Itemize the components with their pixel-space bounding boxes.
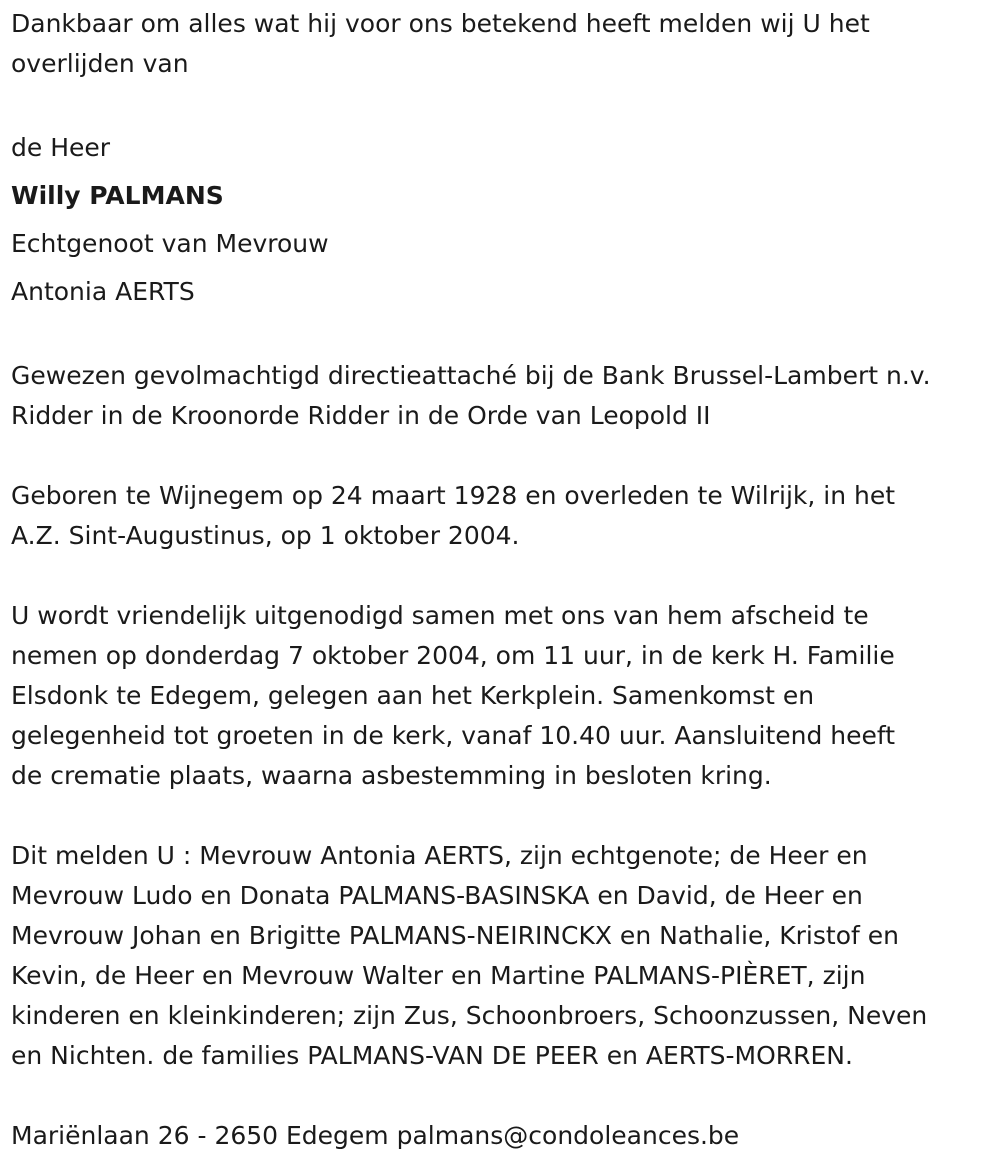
deceased-name: Willy PALMANS [11,181,224,210]
career-paragraph: Gewezen gevolmachtigd directieattaché bij de Bank Brussel-Lambert n.v. Ridder in de Kroonorde Ridder in de Orde van Leopold II [11,361,931,430]
intro-paragraph: Dankbaar om alles wat hij voor ons betekend heeft melden wij U het overlijden van [11,9,870,78]
spacer [11,84,991,124]
obituary-notice [11,4,991,1156]
spouse-name: Antonia AERTS [11,277,195,306]
honorific: de Heer [11,133,111,162]
spacer [11,556,991,596]
birth-death-paragraph: Geboren te Wijnegem op 24 maart 1928 en overleden te Wilrijk, in het A.Z. Sint-Augustinus, op 1 oktober 2004. [11,481,896,550]
address-line: Mariënlaan 26 - 2650 Edegem palmans@condoleances.be [11,1121,740,1150]
ceremony-paragraph: U wordt vriendelijk uitgenodigd samen met ons van hem afscheid te nemen op donderdag 7 oktober 2004, om 11 uur, in de kerk H. Familie Elsdonk te Edegem, gelegen aan het Kerkplein. Samenkomst en gelegenheid tot groeten in de kerk, vanaf 10.40 uur. Aansluitend heeft de crematie plaats, waarna asbestemming in besloten kring. [11,601,896,790]
spacer [11,316,991,356]
spacer [11,1076,991,1116]
spouse-line: Echtgenoot van Mevrouw [11,229,329,258]
family-paragraph: Dit melden U : Mevrouw Antonia AERTS, zijn echtgenote; de Heer en Mevrouw Ludo en Donata PALMANS-BASINSKA en David, de Heer en Mevrouw Johan en Brigitte PALMANS-NEIRINCKX en Nathalie, Kristof en Kevin, de Heer en Mevrouw Walter en Martine PALMANS-PIÈRET, zijn kinderen en kleinkinderen; zijn Zus, Schoonbroers, Schoonzussen, Neven en Nichten. de families PALMANS-VAN DE PEER en AERTS-MORREN. [11,841,928,1070]
spacer [11,436,991,476]
spacer [11,796,991,836]
